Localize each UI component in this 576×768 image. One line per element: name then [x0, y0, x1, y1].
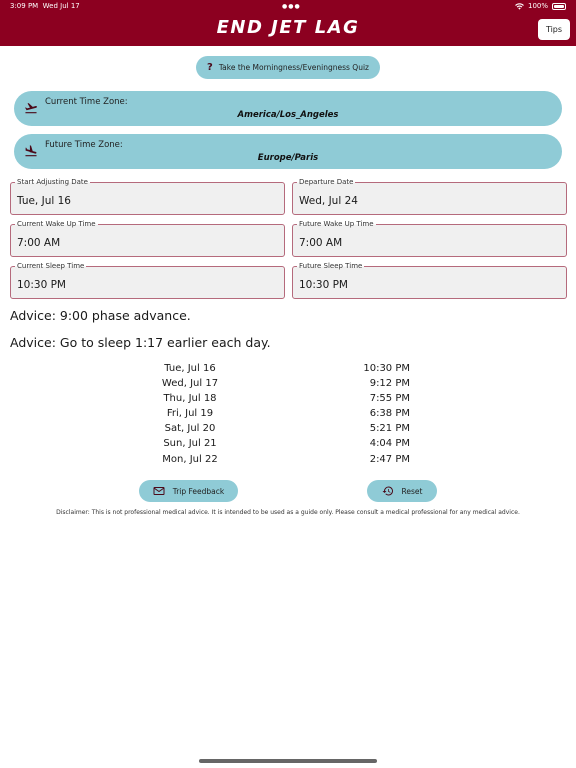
- home-indicator[interactable]: [199, 759, 377, 763]
- field-label: Start Adjusting Date: [17, 178, 88, 186]
- field-value: 7:00 AM: [299, 237, 343, 249]
- schedule-date: Wed, Jul 17: [161, 378, 219, 389]
- wifi-icon: [515, 3, 524, 10]
- field-value: Wed, Jul 24: [299, 195, 358, 207]
- question-icon: ?: [207, 62, 213, 73]
- schedule-time: 6:38 PM: [369, 408, 410, 419]
- field-label: Future Sleep Time: [299, 262, 363, 270]
- quiz-button[interactable]: [196, 56, 380, 79]
- schedule-date: Tue, Jul 16: [164, 363, 216, 374]
- start-adjusting-date-field[interactable]: [10, 178, 285, 215]
- list-item: [0, 363, 576, 378]
- departure-date-field[interactable]: [292, 178, 567, 215]
- list-item: [0, 438, 576, 453]
- advice-phase: Advice: 9:00 phase advance.: [10, 308, 191, 323]
- list-item: [0, 393, 576, 408]
- future-sleep-time-field[interactable]: [292, 262, 567, 299]
- advice-sleep-earlier: Advice: Go to sleep 1:17 earlier each day.: [10, 335, 271, 350]
- field-label: Current Wake Up Time: [17, 220, 96, 228]
- status-time: [10, 2, 80, 10]
- disclaimer-text: Disclaimer: This is not professional medical advice. It is intended to be used as a guide only. Please consult a medical professional for any medical advice.: [56, 509, 520, 516]
- field-value: Tue, Jul 16: [17, 195, 71, 207]
- trip-feedback-button[interactable]: [139, 480, 238, 502]
- list-item: [0, 423, 576, 438]
- status-clock: 3:09 PM: [10, 2, 39, 10]
- schedule-time: 10:30 PM: [363, 363, 410, 374]
- schedule-time: 5:21 PM: [369, 423, 410, 434]
- list-item: [0, 378, 576, 393]
- current-timezone-value: America/Los_Angeles: [237, 110, 339, 120]
- field-value: 7:00 AM: [17, 237, 61, 249]
- field-label: Future Wake Up Time: [299, 220, 374, 228]
- schedule-time: 2:47 PM: [369, 454, 410, 465]
- schedule-date: Fri, Jul 19: [166, 408, 214, 419]
- app-header: [0, 0, 576, 46]
- list-item: [0, 454, 576, 469]
- mail-icon: [153, 485, 165, 497]
- schedule-time: 7:55 PM: [369, 393, 410, 404]
- app-title: END JET LAG: [216, 17, 360, 38]
- schedule-time: 9:12 PM: [369, 378, 410, 389]
- battery-percent: 100%: [527, 2, 548, 10]
- future-timezone-value: Europe/Paris: [257, 153, 319, 163]
- schedule-date: Sat, Jul 20: [164, 423, 216, 434]
- schedule-date: Thu, Jul 18: [163, 393, 217, 404]
- quiz-button-label: Take the Morningness/Eveningness Quiz: [218, 63, 369, 72]
- trip-feedback-label: Trip Feedback: [172, 486, 225, 496]
- status-date: Wed Jul 17: [42, 2, 80, 10]
- current-sleep-time-field[interactable]: [10, 262, 285, 299]
- reset-button[interactable]: [367, 480, 437, 502]
- schedule-date: Mon, Jul 22: [162, 454, 218, 465]
- current-timezone-label: Current Time Zone:: [45, 97, 128, 107]
- schedule-date: Sun, Jul 21: [163, 438, 217, 449]
- tips-button[interactable]: Tips: [538, 19, 570, 40]
- future-wake-time-field[interactable]: [292, 220, 567, 257]
- schedule-time: 4:04 PM: [369, 438, 410, 449]
- multitask-dots-icon[interactable]: ●●●: [282, 3, 301, 10]
- current-wake-time-field[interactable]: [10, 220, 285, 257]
- field-label: Departure Date: [299, 178, 354, 186]
- reset-label: Reset: [401, 486, 423, 496]
- future-timezone-selector[interactable]: [14, 134, 562, 169]
- field-value: 10:30 PM: [299, 279, 348, 291]
- status-indicators: [515, 2, 566, 10]
- battery-icon: [552, 3, 566, 10]
- field-value: 10:30 PM: [17, 279, 66, 291]
- field-label: Current Sleep Time: [17, 262, 85, 270]
- history-icon: [382, 485, 394, 497]
- future-timezone-label: Future Time Zone:: [45, 140, 123, 150]
- current-timezone-selector[interactable]: [14, 91, 562, 126]
- list-item: [0, 408, 576, 423]
